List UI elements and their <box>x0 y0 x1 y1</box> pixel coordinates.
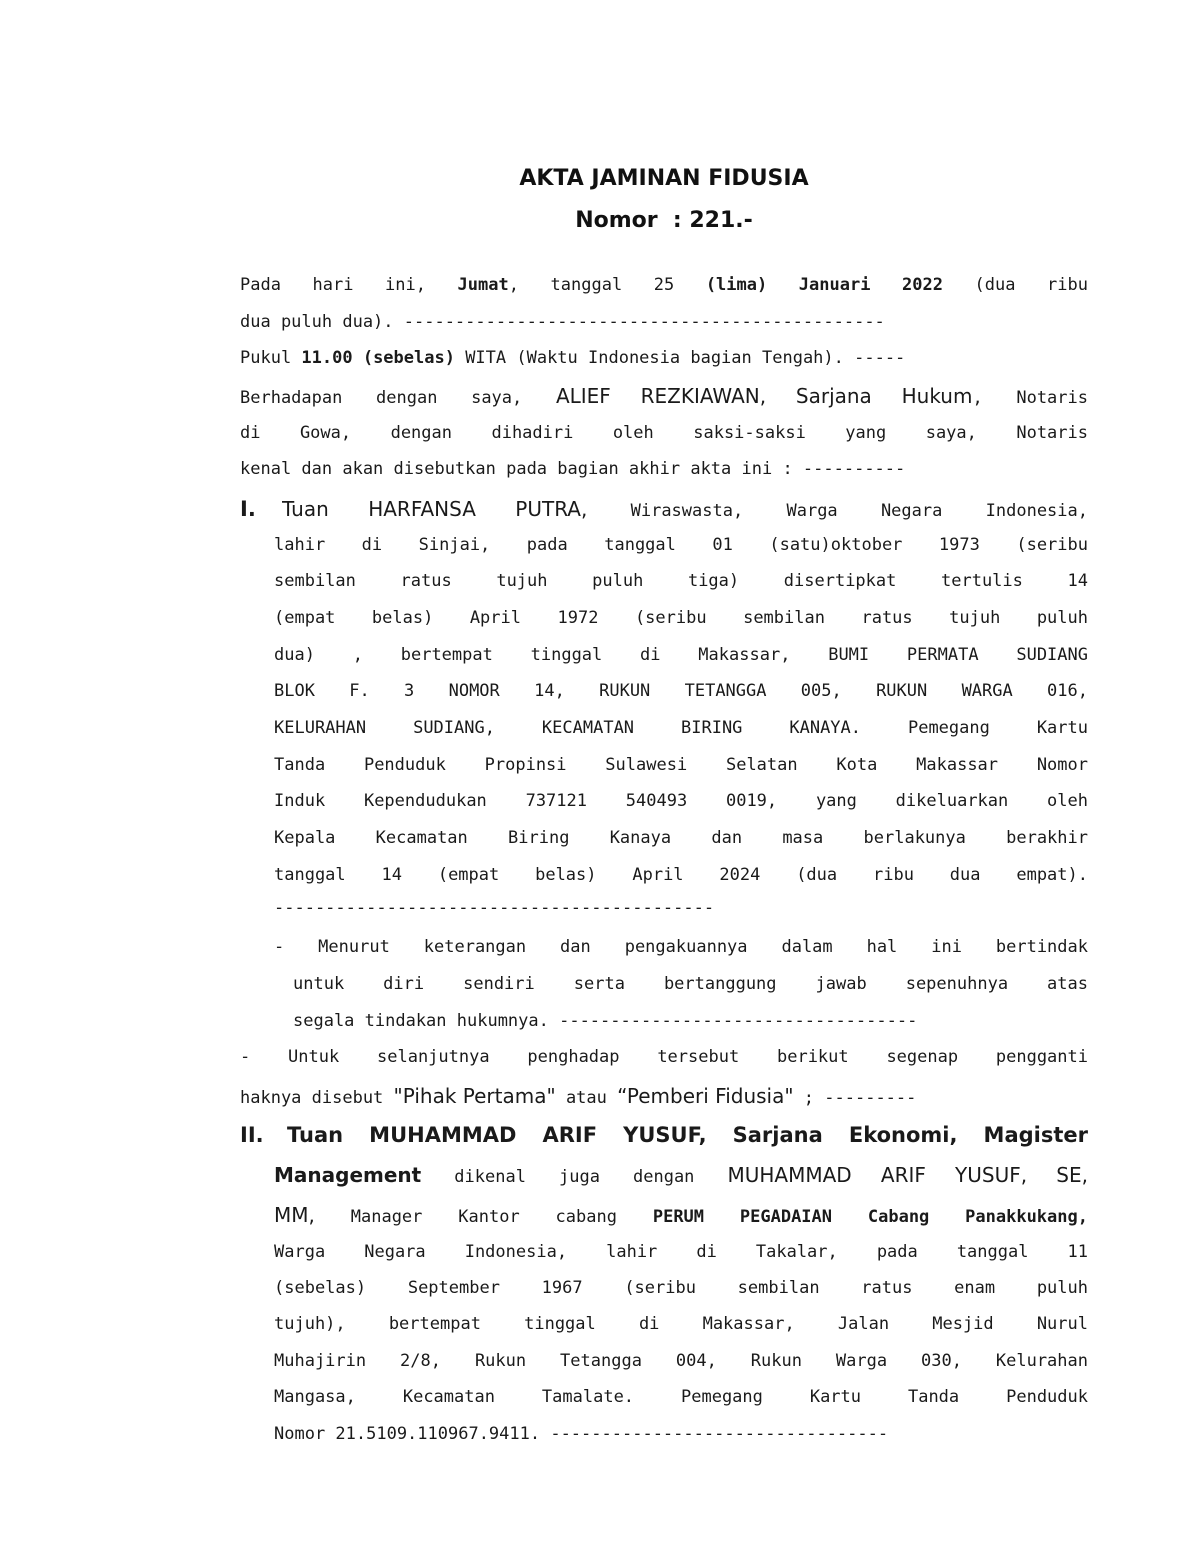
text: , Notaris <box>972 388 1088 408</box>
section2-line: Mangasa, Kecamatan Tamalate. Pemegang Kartu Tanda Penduduk <box>274 1387 1088 1407</box>
text: Pukul <box>240 348 302 368</box>
text: WITA (Waktu Indonesia bagian Tengah). ----- <box>454 348 906 368</box>
section2-line: Muhajirin 2/8, Rukun Tetangga 004, Rukun Warga 030, Kelurahan <box>274 1351 1088 1371</box>
notary-line-1 <box>240 381 1088 411</box>
text: (dua ribu <box>942 275 1088 295</box>
section1-line: tanggal 14 (empat belas) April 2024 (dua ribu dua empat). <box>274 865 1088 885</box>
text: Pada hari ini, <box>240 275 458 295</box>
notary-name: ALIEF REZKIAWAN, Sarjana Hukum <box>555 384 973 408</box>
mm: MM, <box>274 1203 315 1227</box>
party1-name: Tuan HARFANSA PUTRA, <box>282 497 588 521</box>
document-number: Nomor : 221.- <box>575 208 753 233</box>
section2-line: (sebelas) September 1967 (seribu sembilan ratus enam puluh <box>274 1278 1088 1298</box>
pihak-pertama: "Pihak Pertama" <box>393 1084 556 1108</box>
section1-line: KELURAHAN SUDIANG, KECAMATAN BIRING KANAYA. Pemegang Kartu <box>274 718 1088 738</box>
party1-designation-line-1: - Untuk selanjutnya penghadap tersebut berikut segenap pengganti <box>240 1047 1088 1067</box>
notary-line-3: kenal dan akan disebutkan pada bagian akhir akta ini : ---------- <box>240 459 906 479</box>
section1-line: sembilan ratus tujuh puluh tiga) disertipkat tertulis 14 <box>274 571 1088 591</box>
day-name: Jumat <box>457 275 509 295</box>
text: Wiraswasta, Warga Negara Indonesia, <box>587 501 1088 521</box>
section1-line: lahir di Sinjai, pada tanggal 01 (satu)oktober 1973 (seribu <box>274 535 1088 555</box>
pemberi-fidusia: “Pemberi Fidusia" <box>617 1084 794 1108</box>
section1-line: BLOK F. 3 NOMOR 14, RUKUN TETANGGA 005, RUKUN WARGA 016, <box>274 681 1088 701</box>
text: atau <box>555 1088 618 1108</box>
section1-sub-line-2: untuk diri sendiri serta bertanggung jawab sepenuhnya atas <box>293 974 1088 994</box>
section1-line: Tanda Penduduk Propinsi Sulawesi Selatan Kota Makassar Nomor <box>274 755 1088 775</box>
text: , tanggal 25 <box>508 275 706 295</box>
text: ; --------- <box>793 1088 917 1108</box>
section1-line-1 <box>282 494 1088 524</box>
time-line <box>240 343 1088 373</box>
section2-line: Warga Negara Indonesia, lahir di Takalar, pada tanggal 11 <box>274 1242 1088 1262</box>
section2-last-line: Nomor 21.5109.110967.9411. --------------------------------- <box>274 1424 889 1444</box>
section2-line-3 <box>274 1200 1088 1230</box>
management: Management <box>274 1163 422 1187</box>
opening-line-1 <box>240 270 1088 300</box>
alias-name: MUHAMMAD ARIF YUSUF, SE, <box>727 1163 1088 1187</box>
section1-line: (empat belas) April 1972 (seribu sembilan ratus tujuh puluh <box>274 608 1088 628</box>
text: Berhadapan dengan saya, <box>240 388 556 408</box>
section1-line: Kepala Kecamatan Biring Kanaya dan masa berlakunya berakhir <box>274 828 1088 848</box>
office-name: PERUM PEGADAIAN Cabang Panakkukang, <box>652 1207 1088 1227</box>
text: dikenal juga dengan <box>421 1167 728 1187</box>
section1-dashes: ------------------------------------------- <box>274 898 715 918</box>
opening-line-2: dua puluh dua). ----------------------------------------------- <box>240 312 885 332</box>
text: haknya disebut <box>240 1088 394 1108</box>
document-title: AKTA JAMINAN FIDUSIA <box>519 166 809 191</box>
section2-line-2 <box>274 1160 1088 1190</box>
party1-designation-line-2 <box>240 1081 1090 1111</box>
section1-line: dua) , bertempat tinggal di Makassar, BUMI PERMATA SUDIANG <box>274 645 1088 665</box>
section2-line: tujuh), bertempat tinggal di Makassar, Jalan Mesjid Nurul <box>274 1314 1088 1334</box>
time-bold: 11.00 (sebelas) <box>301 348 455 368</box>
section1-sub-line-1: - Menurut keterangan dan pengakuannya dalam hal ini bertindak <box>274 937 1088 957</box>
section1-line: Induk Kependudukan 737121 540493 0019, yang dikeluarkan oleh <box>274 791 1088 811</box>
date-bold: (lima) Januari 2022 <box>705 275 943 295</box>
section1-sub-line-3: segala tindakan hukumnya. ----------------------------------- <box>293 1011 918 1031</box>
section-number-1: I. <box>240 497 256 521</box>
notary-line-2: di Gowa, dengan dihadiri oleh saksi-saksi yang saya, Notaris <box>240 423 1088 443</box>
text: Manager Kantor cabang <box>314 1207 653 1227</box>
party2-name: Tuan MUHAMMAD ARIF YUSUF, Sarjana Ekonomi, Magister <box>287 1123 1088 1147</box>
section-number-2: II. <box>240 1123 264 1147</box>
